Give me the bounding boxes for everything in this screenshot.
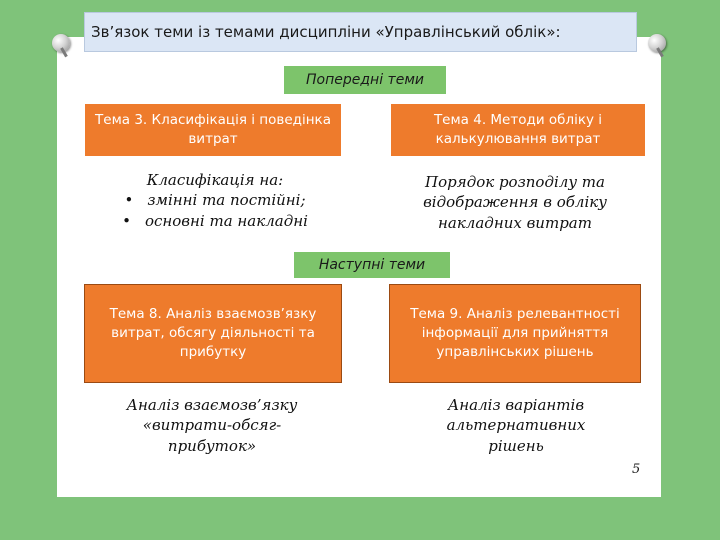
pushpin-icon	[52, 34, 70, 52]
topic-3-description	[95, 170, 335, 231]
previous-topics-label: Попередні теми	[284, 66, 446, 94]
classification-list	[95, 190, 335, 231]
topic-9-description: Аналіз варіантів альтернативних рішень	[446, 396, 586, 455]
topic-4-box: Тема 4. Методи обліку і калькулювання витрат	[391, 104, 645, 156]
topic-9-box: Тема 9. Аналіз релевантності інформації для прийняття управлінських рішень	[389, 284, 641, 383]
slide-title: Зв’язок теми із темами дисципліни «Управлінський облік»:	[84, 12, 637, 52]
topic-3-box: Тема 3. Класифікація і поведінка витрат	[85, 104, 341, 156]
topic-4-description: Порядок розподілу та відображення в обліку накладних витрат	[423, 173, 607, 232]
page-number: 5	[632, 462, 641, 477]
classification-heading: Класифікація на:	[146, 171, 284, 189]
topic-8-box: Тема 8. Аналіз взаємозв’язку витрат, обсягу діяльності та прибутку	[84, 284, 342, 383]
topic-8-description: Аналіз взаємозв’язку «витрати-обсяг-прибуток»	[126, 396, 298, 455]
list-item: • основні та накладні	[95, 211, 335, 231]
list-item: • змінні та постійні;	[95, 190, 335, 210]
pushpin-icon	[648, 34, 666, 52]
next-topics-label: Наступні теми	[294, 252, 450, 278]
